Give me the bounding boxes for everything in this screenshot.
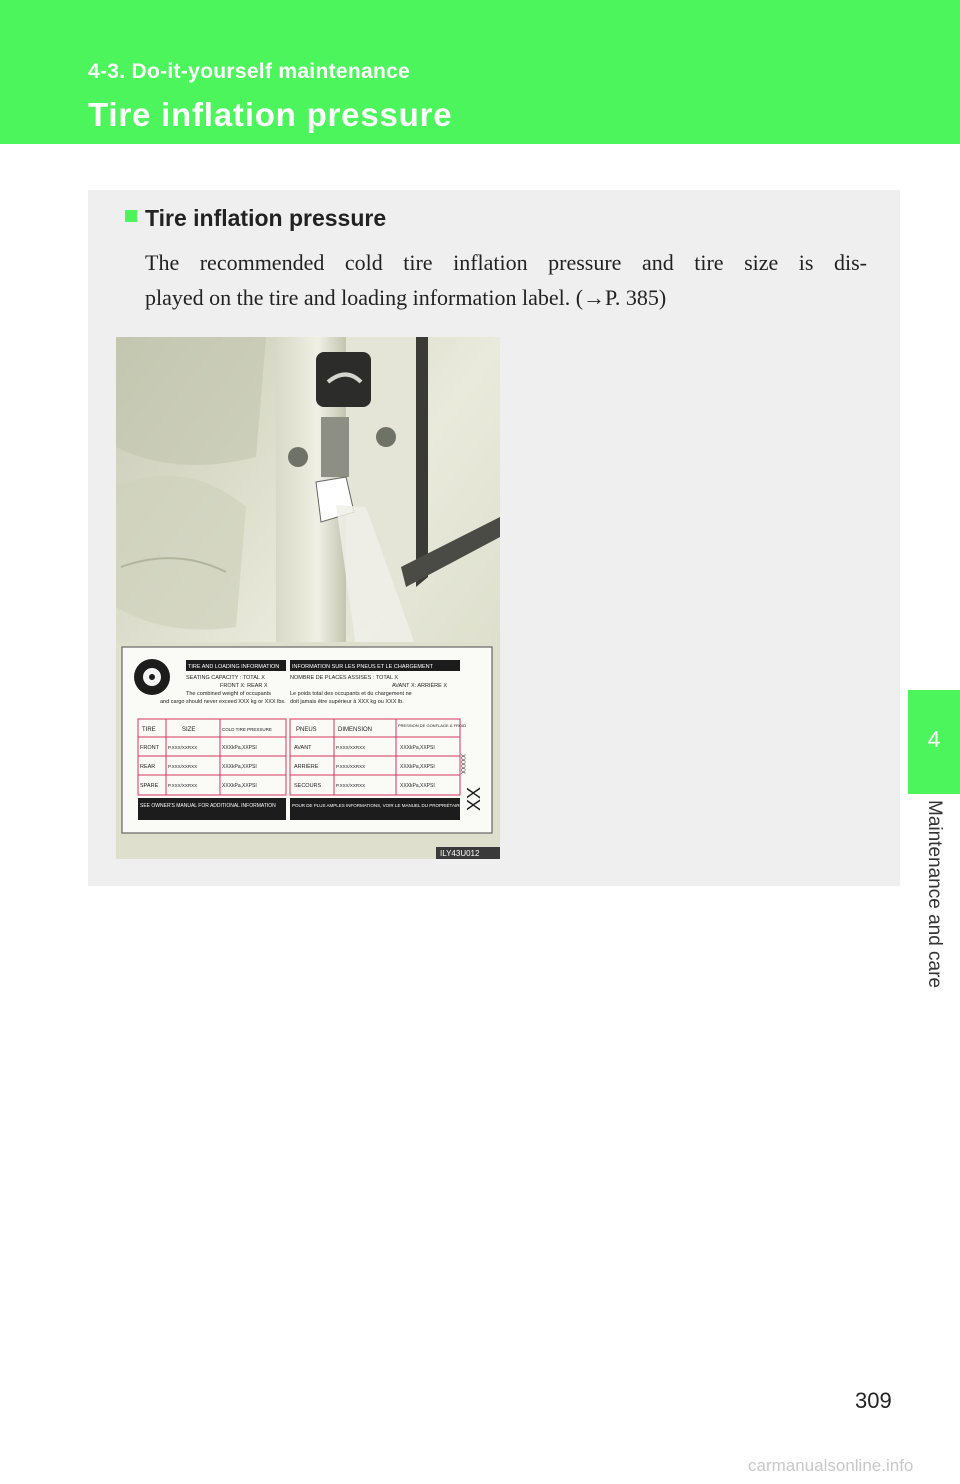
td-fr-1-0: ARRIÈRE [294, 764, 319, 770]
tire-label-figure [116, 337, 500, 859]
subheading: Tire inflation pressure [145, 205, 387, 231]
chapter-label: Maintenance and care [924, 800, 945, 989]
td-fr-0-1: P.XXX/XXRXX [336, 745, 366, 750]
th-en-3: COLD TIRE PRESSURE [222, 727, 272, 732]
th-en-2: SIZE [182, 727, 196, 733]
paragraph-line-2: played on the tire and loading information label. (→P. 385) [145, 285, 667, 310]
page-number: 309 [855, 1388, 892, 1413]
paragraph-line-1: The recommended cold tire inflation pressure and tire size is dis- [145, 250, 867, 275]
watermark: carmanualsonline.info [748, 1456, 914, 1475]
th-en-1: TIRE [142, 727, 156, 733]
section-label: 4-3. Do-it-yourself maintenance [88, 60, 411, 83]
th-fr-2: DIMENSION [338, 727, 373, 733]
label-title-fr: INFORMATION SUR LES PNEUS ET LE CHARGEMENT [292, 664, 433, 670]
paragraph [145, 245, 867, 315]
bullet-square-icon [125, 210, 137, 222]
chapter-tab-label-area [908, 800, 960, 1030]
td-en-1-0: REAR [140, 764, 156, 770]
chapter-tab [908, 690, 960, 794]
td-en-0-1: P.XXX/XXRXX [168, 745, 198, 750]
td-en-2-0: SPARE [140, 783, 159, 789]
td-fr-1-2: XXXkPa,XXPSI [400, 764, 435, 770]
label-seating-en-2: FRONT X: REAR X [220, 683, 268, 689]
td-en-0-0: FRONT [140, 745, 159, 751]
chapter-number: 4 [927, 726, 941, 752]
td-fr-1-1: P.XXX/XXRXX [336, 764, 366, 769]
page-title: Tire inflation pressure [88, 96, 453, 133]
th-fr-1: PNEUS [296, 727, 317, 733]
label-weight-fr: Le poids total des occupants et du chargement ne [290, 691, 412, 697]
td-fr-0-2: XXXkPa,XXPSI [400, 745, 435, 751]
td-fr-0-0: AVANT [294, 745, 312, 751]
td-fr-2-1: P.XXX/XXRXX [336, 783, 366, 788]
figure-code: ILY43U012 [440, 849, 480, 858]
label-footer-en: SEE OWNER'S MANUAL FOR ADDITIONAL INFORMATION [140, 803, 276, 809]
label-weight-en-2: and cargo should never exceed XXX kg or XXX lbs. [160, 699, 286, 705]
label-seating-fr: NOMBRE DE PLACES ASSISES : TOTAL X [290, 675, 398, 681]
label-weight-en: The combined weight of occupants [186, 691, 271, 697]
label-title-en: TIRE AND LOADING INFORMATION [188, 664, 280, 670]
td-fr-2-2: XXXkPa,XXPSI [400, 783, 435, 789]
td-en-0-2: XXXkPa,XXPSI [222, 745, 257, 751]
door-pillar-illustration [116, 337, 500, 859]
td-en-1-2: XXXkPa,XXPSI [222, 764, 257, 770]
td-en-1-1: P.XXX/XXRXX [168, 764, 198, 769]
td-en-2-1: P.XXX/XXRXX [168, 783, 198, 788]
td-fr-2-0: SECOURS [294, 783, 322, 789]
label-code-big: XX [464, 786, 484, 811]
label-footer-fr: POUR DE PLUS AMPLES INFORMATIONS, VOIR LE MANUEL DU PROPRIÉTAIRE [292, 803, 463, 808]
label-code-small: XXXXX [459, 754, 465, 775]
label-seating-en: SEATING CAPACITY : TOTAL X [186, 675, 265, 681]
label-seating-fr-2: AVANT X: ARRIÈRE X [392, 683, 448, 689]
th-fr-3: PRESSION DE GONFLAGE À FROID [398, 723, 467, 728]
td-en-2-2: XXXkPa,XXPSI [222, 783, 257, 789]
label-weight-fr-2: doit jamais être supérieur à XXX kg ou XXX lb. [290, 699, 404, 705]
